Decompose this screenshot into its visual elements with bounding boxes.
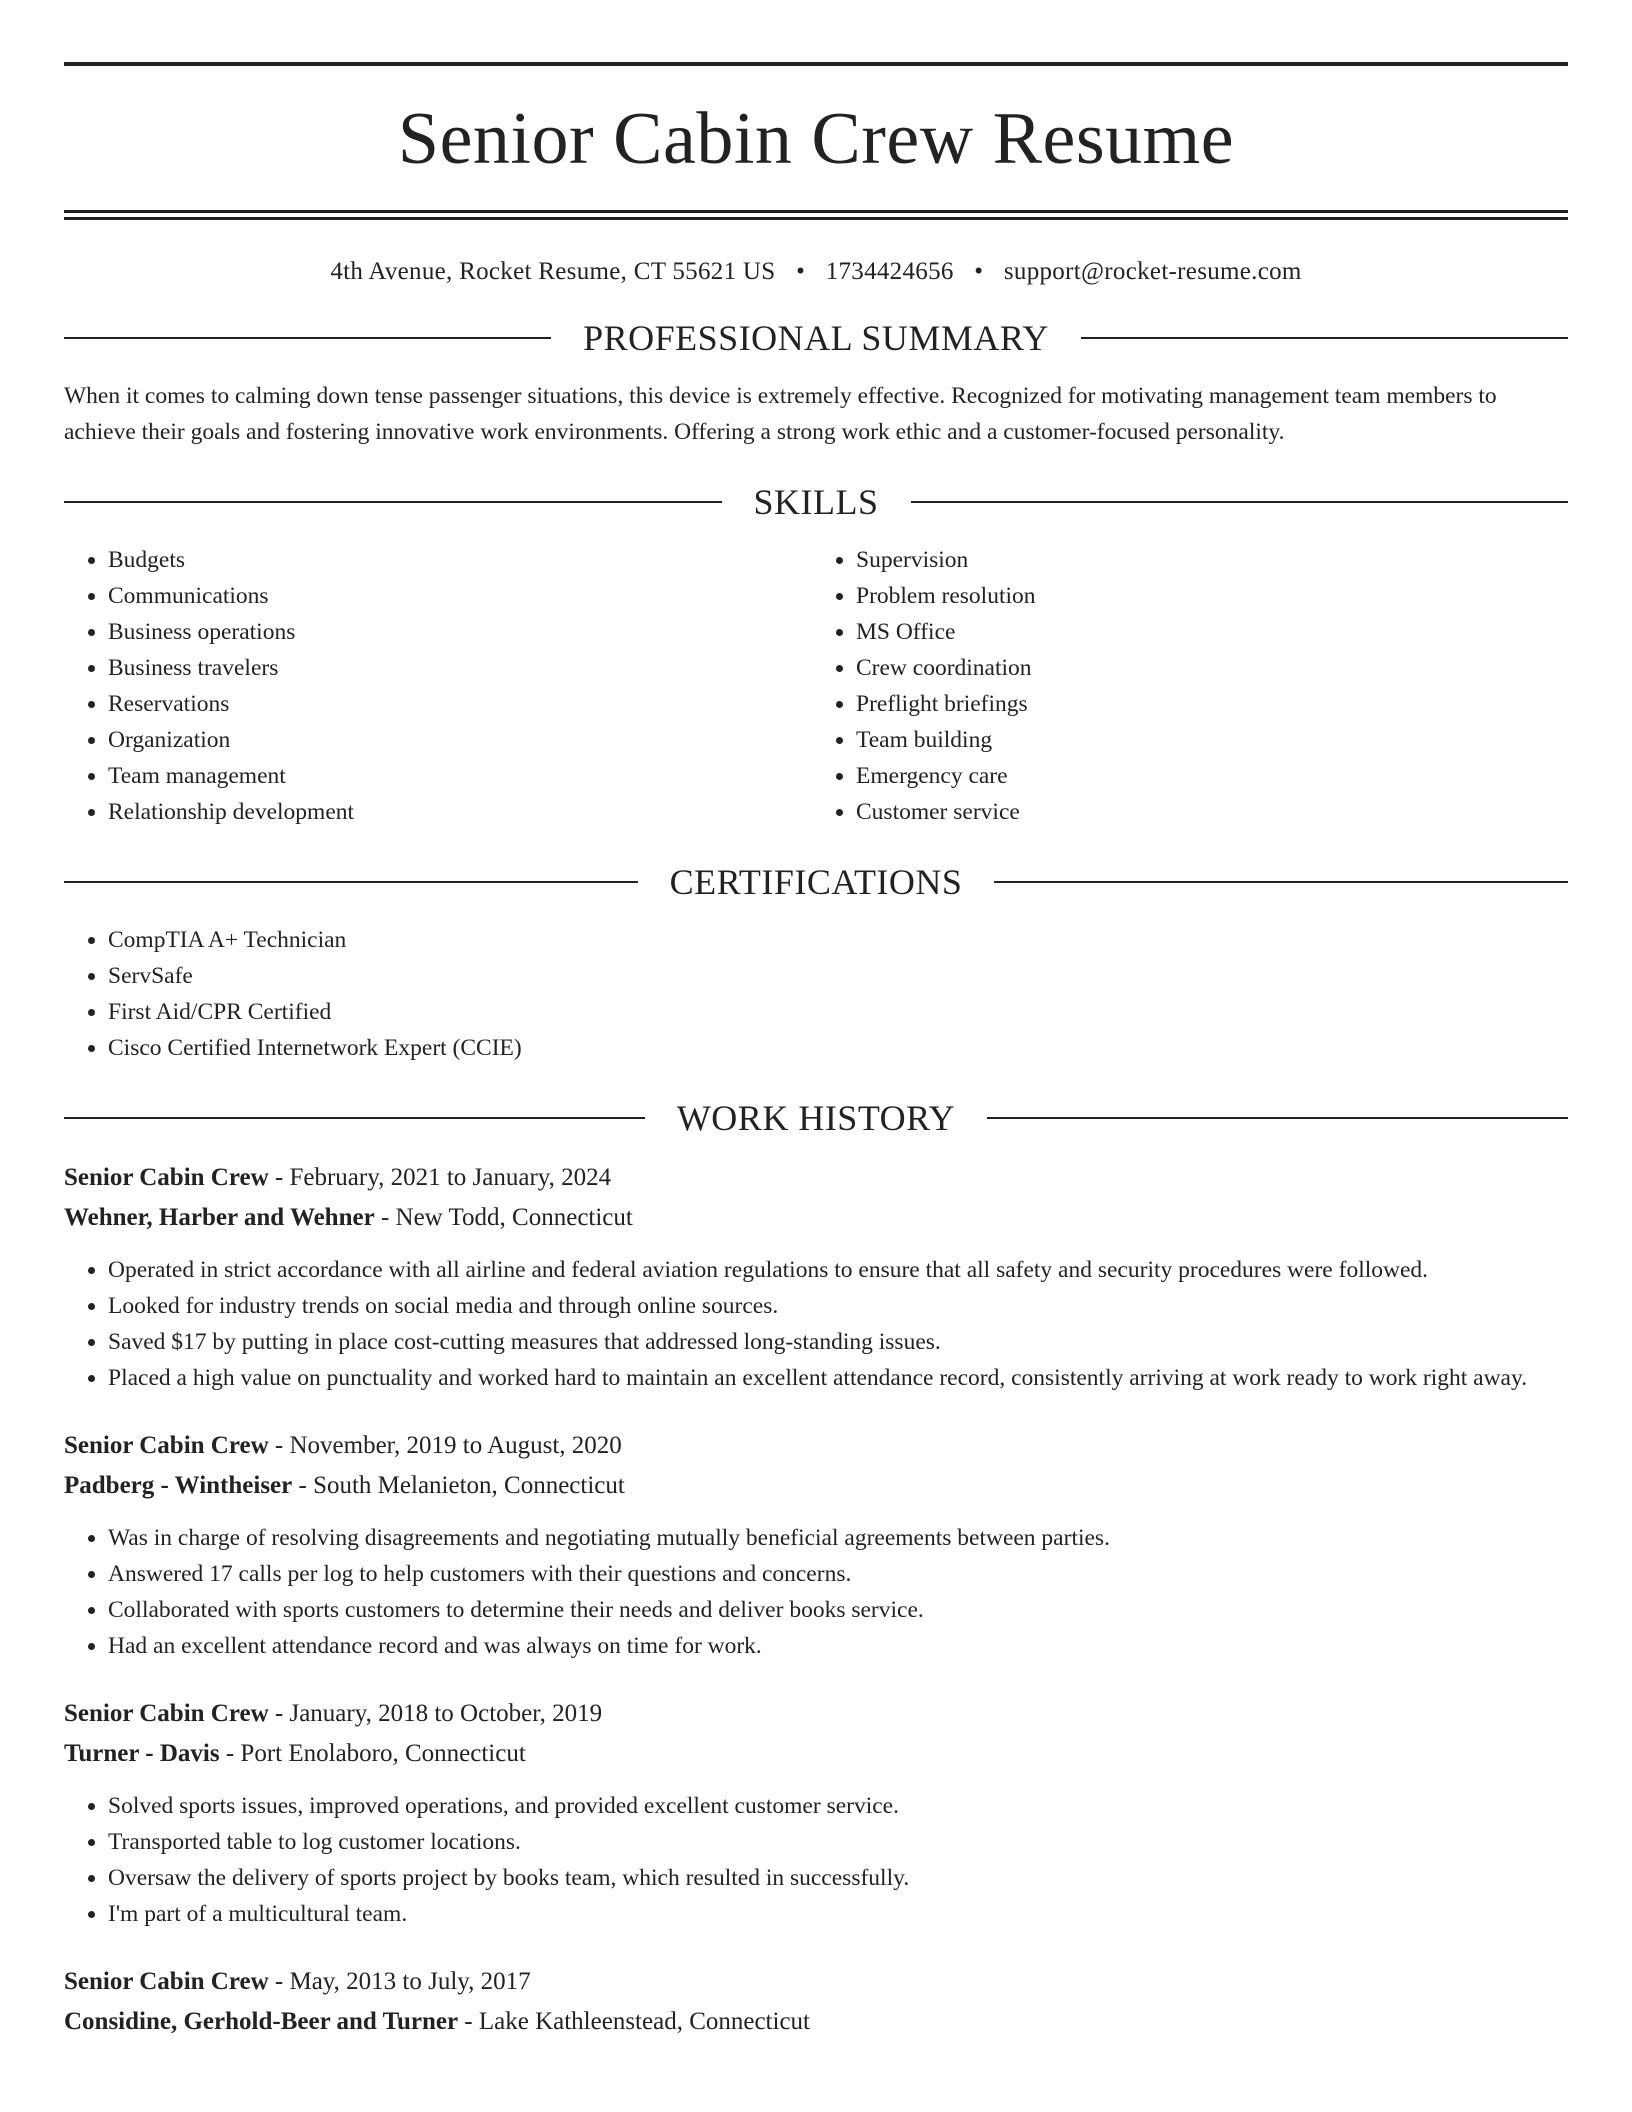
skill-item: • Problem resolution [856,578,1568,614]
skill-item: • Team building [856,722,1568,758]
job-company-line: Wehner, Harber and Wehner - New Todd, Connecticut [64,1204,633,1231]
job-entry [64,1694,1568,1932]
skill-item: • Customer service [856,794,1568,830]
job-company: Wehner, Harber and Wehner [64,1204,375,1231]
certification-item: • First Aid/CPR Certified [108,994,1568,1030]
heading-rule-right [987,1117,1568,1119]
title-double-rule [64,210,1568,220]
job-dates: November, 2019 to August, 2020 [289,1432,622,1459]
heading-rule-right [911,501,1569,503]
page-title: Senior Cabin Crew Resume [397,98,1235,180]
heading-rule-left [64,337,551,339]
skill-item: • Emergency care [856,758,1568,794]
certification-item: • CompTIA A+ Technician [108,922,1568,958]
job-location: South Melanieton, Connecticut [313,1472,625,1499]
skill-item: • Budgets [108,542,816,578]
skills-list [64,542,1568,830]
job-title: Senior Cabin Crew [64,1164,269,1191]
skill-item: • Supervision [856,542,1568,578]
job-entry [64,1962,1568,2042]
skill-item: • Business travelers [108,650,816,686]
job-entry [64,1158,1568,1396]
job-bullet: • Had an excellent attendance record and was always on time for work. [108,1628,1568,1664]
job-title-line: Senior Cabin Crew - February, 2021 to January, 2024 [64,1164,612,1191]
contact-email: support@rocket-resume.com [1003,258,1302,285]
job-bullet: • Placed a high value on punctuality and worked hard to maintain an excellent attendance record, consistently arriving at work ready to work right away. [108,1360,1568,1396]
job-bullet: • Solved sports issues, improved operations, and provided excellent customer service. [108,1788,1568,1824]
skills-heading-label: SKILLS [753,482,879,522]
heading-rule-right [1081,337,1568,339]
job-bullet: • Transported table to log customer locations. [108,1824,1568,1860]
job-bullets [64,1788,1568,1932]
resume-page [64,0,1568,2042]
contact-address: 4th Avenue, Rocket Resume, CT 55621 US [330,258,776,285]
job-bullet: • Operated in strict accordance with all airline and federal aviation regulations to ensure that all safety and security procedures were followed. [108,1252,1568,1288]
contact-phone: 1734424656 [825,258,954,285]
heading-rule-left [64,881,638,883]
job-location: New Todd, Connecticut [395,1204,633,1231]
job-bullets [64,1252,1568,1396]
skill-item: • Business operations [108,614,816,650]
contact-line [64,258,1568,286]
skills-column-right [816,542,1568,830]
skills-column-left [64,542,816,830]
job-location: Port Enolaboro, Connecticut [240,1740,526,1767]
job-bullet: • I'm part of a multicultural team. [108,1896,1568,1932]
job-title: Senior Cabin Crew [64,1968,269,1995]
job-dates: May, 2013 to July, 2017 [289,1968,531,1995]
skill-item: • MS Office [856,614,1568,650]
skills-heading [64,484,1568,520]
job-title-line: Senior Cabin Crew - January, 2018 to October, 2019 [64,1700,603,1727]
job-bullet: • Saved $17 by putting in place cost-cutting measures that addressed long-standing issues. [108,1324,1568,1360]
job-entry [64,1426,1568,1664]
job-company-line: Considine, Gerhold-Beer and Turner - Lake Kathleenstead, Connecticut [64,2008,810,2035]
job-title: Senior Cabin Crew [64,1432,269,1459]
skill-item: • Communications [108,578,816,614]
heading-rule-right [994,881,1568,883]
heading-rule-left [64,1117,645,1119]
skill-item: • Crew coordination [856,650,1568,686]
job-company-line: Padberg - Wintheiser - South Melanieton, Connecticut [64,1472,625,1499]
work-history-heading [64,1100,1568,1136]
job-title-line: Senior Cabin Crew - November, 2019 to August, 2020 [64,1432,622,1459]
job-company: Padberg - Wintheiser [64,1472,293,1499]
certifications-heading [64,864,1568,900]
job-bullet: • Looked for industry trends on social media and through online sources. [108,1288,1568,1324]
work-history-heading-label: WORK HISTORY [676,1098,956,1138]
job-bullet: • Oversaw the delivery of sports project by books team, which resulted in successfully. [108,1860,1568,1896]
job-location: Lake Kathleenstead, Connecticut [478,2008,810,2035]
summary-text: When it comes to calming down tense passenger situations, this device is extremely effective. Recognized for motivating management team members to achieve their goals and fostering innovative work environments. Offering a strong work ethic and a customer-focused personality. [64,383,1497,445]
job-bullet: • Was in charge of resolving disagreements and negotiating mutually beneficial agreements between parties. [108,1520,1568,1556]
contact-separator: • [974,258,984,285]
job-dates: January, 2018 to October, 2019 [289,1700,603,1727]
skill-item: • Team management [108,758,816,794]
job-bullets [64,1520,1568,1664]
job-company-line: Turner - Davis - Port Enolaboro, Connecticut [64,1740,526,1767]
job-title: Senior Cabin Crew [64,1700,269,1727]
job-company: Turner - Davis [64,1740,220,1767]
heading-rule-left [64,501,722,503]
job-dates: February, 2021 to January, 2024 [289,1164,612,1191]
job-bullet: • Answered 17 calls per log to help customers with their questions and concerns. [108,1556,1568,1592]
skill-item: • Relationship development [108,794,816,830]
summary-heading-label: PROFESSIONAL SUMMARY [583,318,1049,358]
skill-item: • Preflight briefings [856,686,1568,722]
job-company: Considine, Gerhold-Beer and Turner [64,2008,459,2035]
certifications-list [64,922,1568,1066]
skill-item: • Organization [108,722,816,758]
top-rule [64,62,1568,66]
certification-item: • ServSafe [108,958,1568,994]
job-title-line: Senior Cabin Crew - May, 2013 to July, 2017 [64,1968,531,1995]
contact-separator: • [796,258,806,285]
skill-item: • Reservations [108,686,816,722]
summary-heading [64,320,1568,356]
certifications-heading-label: CERTIFICATIONS [669,862,963,902]
certification-item: • Cisco Certified Internetwork Expert (CCIE) [108,1030,1568,1066]
job-bullet: • Collaborated with sports customers to determine their needs and deliver books service. [108,1592,1568,1628]
